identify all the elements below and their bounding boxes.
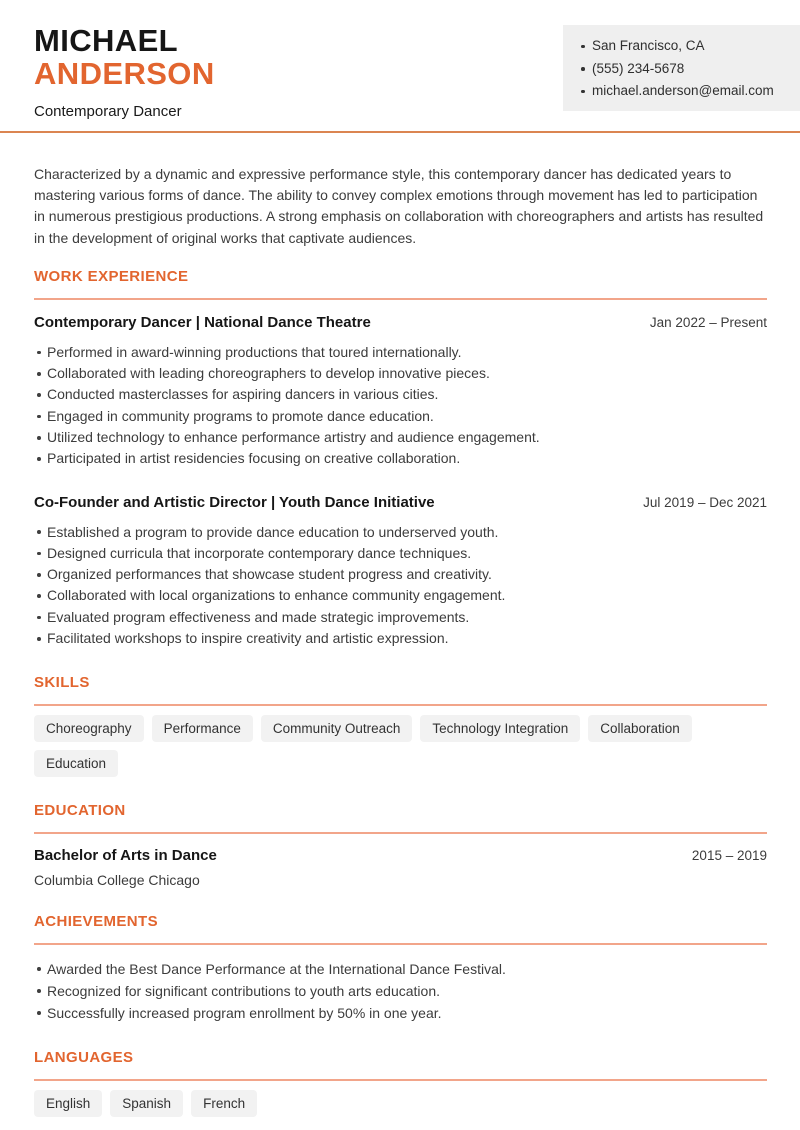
contact-box (563, 25, 800, 111)
bullet-item: Collaborated with local organizations to enhance community engagement. (34, 585, 767, 606)
section-divider (34, 943, 767, 945)
education-heading: EDUCATION (34, 802, 126, 820)
section-skills (34, 675, 767, 777)
bullet-item: Conducted masterclasses for aspiring dancers in various cities. (34, 384, 767, 405)
contact-location: San Francisco, CA (580, 35, 790, 58)
achievements-heading: ACHIEVEMENTS (34, 913, 158, 931)
section-divider (34, 298, 767, 300)
header-accent-divider (0, 131, 800, 133)
bullet-item: Participated in artist residencies focusing on creative collaboration. (34, 448, 767, 469)
education-header (34, 847, 767, 865)
skill-tag: Technology Integration (420, 715, 580, 742)
bullet-item: Organized performances that showcase student progress and creativity. (34, 564, 767, 585)
skill-tag: Education (34, 750, 118, 777)
work-experience-heading: WORK EXPERIENCE (34, 267, 189, 285)
bullet-item: Performed in award-winning productions that toured internationally. (34, 342, 767, 363)
language-tag: French (191, 1090, 257, 1117)
skill-tag: Performance (152, 715, 253, 742)
contact-phone: (555) 234-5678 (580, 58, 790, 81)
section-languages (34, 1050, 767, 1117)
skills-heading: SKILLS (34, 674, 90, 692)
contact-email: michael.anderson@email.com (580, 80, 790, 103)
last-name: ANDERSON (34, 56, 215, 91)
education-entry (34, 847, 767, 888)
bullet-item: Facilitated workshops to inspire creativity and artistic expression. (34, 628, 767, 649)
job-title-text: Co-Founder and Artistic Director | Youth Dance Initiative (34, 493, 435, 511)
job-dates: Jan 2022 – Present (649, 314, 767, 330)
education-dates: 2015 – 2019 (691, 848, 767, 864)
bullet-item: Utilized technology to enhance performance artistry and audience engagement. (34, 427, 767, 448)
summary-paragraph: Characterized by a dynamic and expressive performance style, this contemporary dancer has dedicated years to mastering various forms of dance. The ability to convey complex emotions through movement has led to participation in numerous prestigious productions. A strong emphasis on collaboration with choreographers and artists has resulted in the development of original works that captivate audiences. (34, 166, 764, 246)
language-tag: Spanish (110, 1090, 183, 1117)
job-title-text: Contemporary Dancer | National Dance Theatre (34, 313, 371, 331)
languages-tag-list (34, 1090, 767, 1117)
section-education (34, 803, 767, 888)
first-name: MICHAEL (34, 23, 179, 58)
skill-tag: Choreography (34, 715, 144, 742)
bullet-item: Successfully increased program enrollment by 50% in one year. (34, 1002, 767, 1024)
language-tag: English (34, 1090, 102, 1117)
languages-heading: LANGUAGES (34, 1049, 134, 1067)
school-name: Columbia College Chicago (34, 872, 200, 889)
contact-list (580, 35, 790, 103)
section-divider (34, 832, 767, 834)
bullet-item: Recognized for significant contributions to youth arts education. (34, 980, 767, 1002)
job-bullet-list (34, 342, 767, 470)
bullet-item: Established a program to provide dance education to underserved youth. (34, 522, 767, 543)
bullet-item: Collaborated with leading choreographers to develop innovative pieces. (34, 363, 767, 384)
section-work-experience (34, 269, 767, 650)
skill-tag: Collaboration (588, 715, 692, 742)
header (0, 0, 800, 131)
section-achievements (34, 914, 767, 1024)
job-header (34, 314, 767, 332)
section-divider (34, 704, 767, 706)
degree-title: Bachelor of Arts in Dance (34, 847, 217, 865)
job-entry (34, 314, 767, 470)
skills-tag-list (34, 715, 767, 777)
job-entry (34, 494, 767, 650)
bullet-item: Evaluated program effectiveness and made strategic improvements. (34, 607, 767, 628)
job-dates: Jul 2019 – Dec 2021 (643, 494, 767, 510)
skill-tag: Community Outreach (261, 715, 413, 742)
job-header (34, 494, 767, 512)
bullet-item: Engaged in community programs to promote dance education. (34, 406, 767, 427)
job-bullet-list (34, 522, 767, 650)
bullet-item: Designed curricula that incorporate contemporary dance techniques. (34, 543, 767, 564)
name-block (34, 24, 215, 120)
bullet-item: Awarded the Best Dance Performance at the International Dance Festival. (34, 958, 767, 980)
header-role: Contemporary Dancer (34, 103, 182, 120)
achievements-list (34, 958, 767, 1024)
resume-body (0, 164, 800, 1117)
section-divider (34, 1079, 767, 1081)
